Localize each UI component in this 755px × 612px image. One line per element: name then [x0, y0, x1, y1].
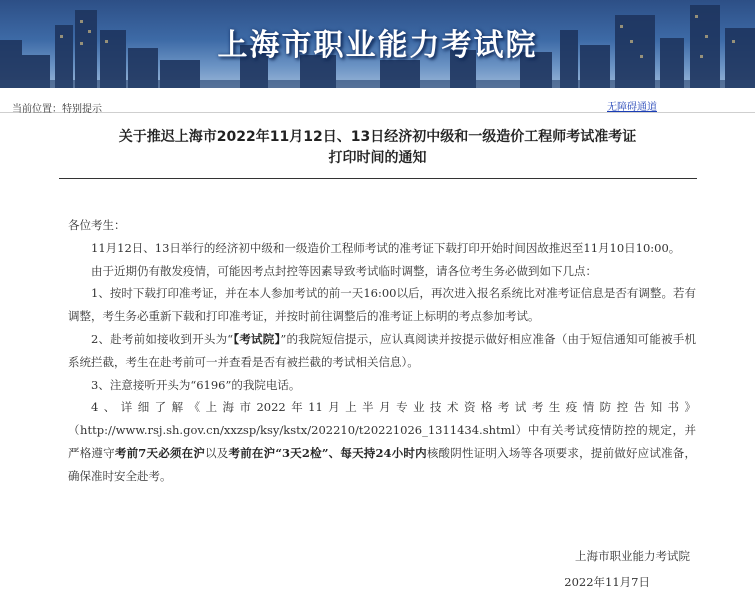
paragraph-6-text-a: 4、详细了解《上海市2022年11月上半月专业技术资格考试考生疫情防控告知书》（http://www.rsj.sh.gov.cn/xxzsp/ksy/kstx/202210/t20221026_1311434.shtml）中有关考试疫情防控的规定，并严格遵守 — [68, 400, 696, 460]
breadcrumb — [12, 100, 102, 115]
paragraph-2: 由于近期仍有散发疫情，可能因考点封控等因素导致考试临时调整，请各位考生务必做到如下几点： — [91, 263, 597, 278]
signature-organization: 上海市职业能力考试院 — [575, 549, 690, 563]
requirement-7-days: 考前7天必须在沪 — [114, 445, 206, 460]
breadcrumb-label: 当前位置： — [12, 104, 62, 115]
article-title-line2: 打印时间的通知 — [328, 150, 427, 166]
sms-sender-highlight: 【考试院】 — [233, 331, 281, 346]
paragraph-6-text-e: 核酸阴性证明入场等各项要求，提前做好应试准备，确保准时安全赴考。 — [68, 445, 697, 483]
paragraph-4-text-a: 2、赴考前如接收到开头为“ — [91, 331, 234, 346]
paragraph-6-text-c: 以及 — [205, 445, 229, 460]
article-title — [59, 113, 697, 179]
greeting: 各位考生： — [68, 218, 126, 232]
paragraph-3: 1、按时下载打印准考证，并在本人参加考试的前一天16:00以后，再次进入报名系统比对准考证信息是否有调整。若有调整，考生务必重新下载和打印准考证，并按时前往调整后的准考证上标明的考点参加考试。 — [68, 286, 696, 324]
paragraph-5: 3、注意接听开头为“6196”的我院电话。 — [91, 377, 301, 392]
paragraph-4 — [68, 328, 696, 374]
article-title-line1: 关于推迟上海市2022年11月12日、13日经济初中级和一级造价工程师考试准考证 — [118, 129, 637, 145]
breadcrumb-current[interactable]: 特别提示 — [62, 104, 102, 115]
paragraph-4-text-c: ”的我院短信提示，应认真阅读并按提示做好相应准备（由于短信通知可能被手机系统拦截，考生在赴考前可一并查看是否有被拦截的考试相关信息）。 — [68, 331, 697, 369]
paragraph-1: 11月12日、13日举行的经济初中级和一级造价工程师考试的准考证下载打印开始时间因故推迟至11月10日10:00。 — [91, 240, 681, 255]
header-banner — [0, 0, 755, 88]
article-body — [68, 214, 696, 488]
location-bar — [0, 88, 755, 113]
signature-date: 2022年11月7日 — [564, 575, 650, 589]
requirement-tests: 考前在沪“3天2检”、每天持24小时内 — [228, 445, 427, 460]
site-title: 上海市职业能力考试院 — [217, 28, 538, 63]
paragraph-6 — [68, 396, 696, 487]
accessibility-link[interactable]: 无障碍通道 — [607, 102, 657, 113]
